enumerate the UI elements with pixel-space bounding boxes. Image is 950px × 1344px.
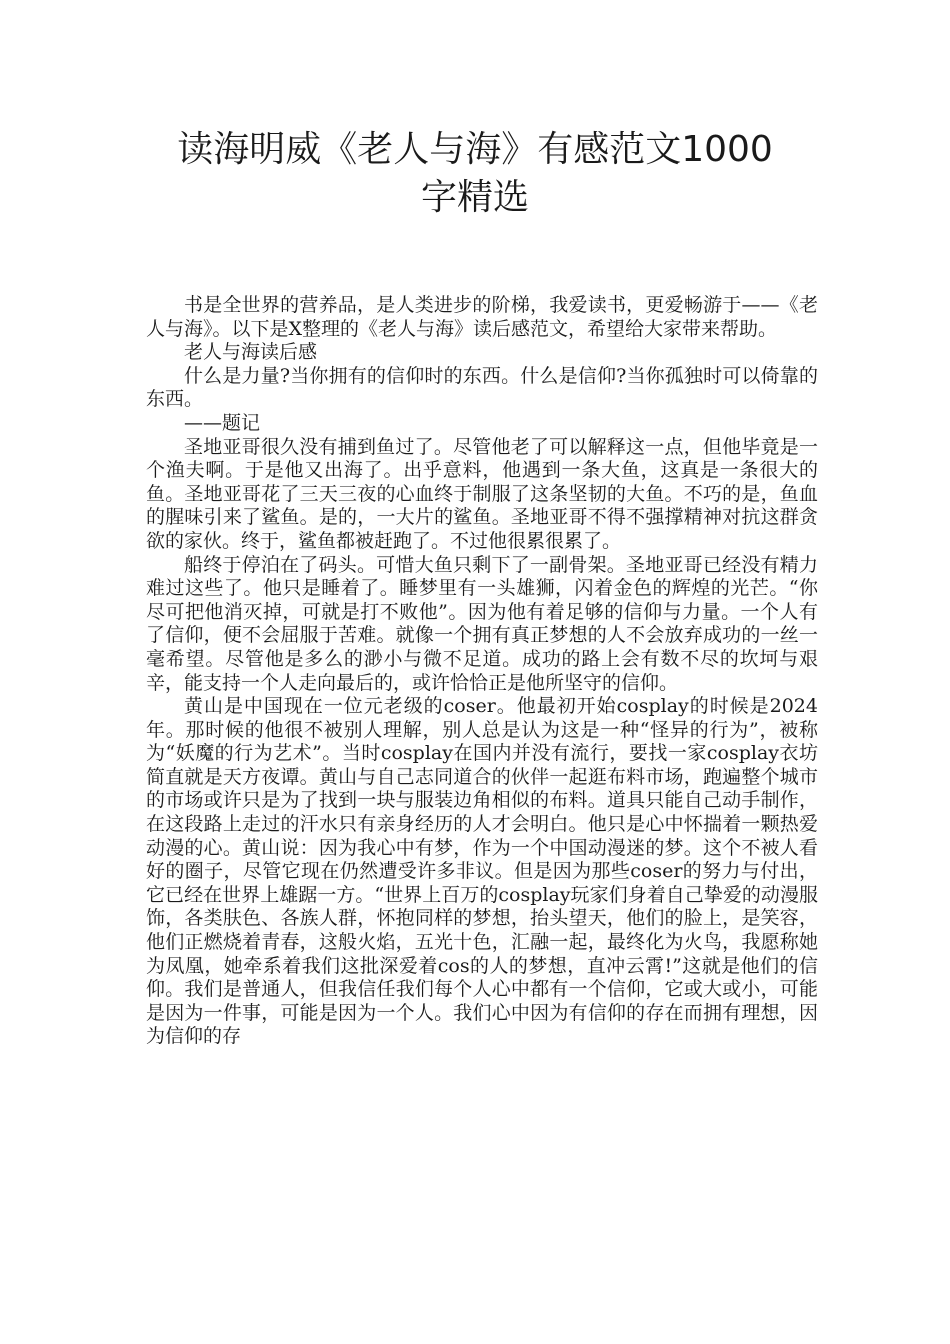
paragraph: 圣地亚哥很久没有捕到鱼过了。尽管他老了可以解释这一点，但他毕竟是一个渔夫啊。于是他又出海了。出乎意料，他遇到一条大鱼，这真是一条很大的鱼。圣地亚哥花了三天三夜的心血终于制服了这条坚韧的大鱼。不巧的是，鱼血的腥味引来了鲨鱼。是的，一大片的鲨鱼。圣地亚哥不得不强撑精神对抗这群贪欲的家伙。终于，鲨鱼都被赶跑了。不过他很累很累了。 (146, 435, 818, 552)
section-heading: 老人与海读后感 (184, 341, 318, 364)
epigraph-attribution: ——题记 (184, 411, 261, 434)
paragraph-intro: 书是全世界的营养品，是人类进步的阶梯，我爱读书，更爱畅游于——《老人与海》。以下是X整理的《老人与海》读后感范文，希望给大家带来帮助。 (146, 294, 818, 340)
epigraph: 什么是力量?当你拥有的信仰时的东西。什么是信仰?当你孤独时可以倚靠的东西。 (146, 364, 818, 411)
document-title (120, 126, 830, 222)
title-line-1: 读海明威《老人与海》有感范文1000 (177, 129, 773, 170)
title-line-2: 字精选 (420, 177, 529, 218)
document-body (146, 294, 818, 1049)
paragraph: 黄山是中国现在一位元老级的coser。他最初开始cosplay的时候是2024年。那时候的他很不被别人理解，别人总是认为这是一种“怪异的行为”，被称为“妖魔的行为艺术”。当时cosplay在国内并没有流行，要找一家cosplay衣坊简直就是天方夜谭。黄山与自己志同道合的伙伴一起逛布料市场，跑遍整个城市的市场或许只是为了找到一块与服装边角相似的布料。道具只能自己动手制作，在这段路上走过的汗水只有亲身经历的人才会明白。他只是心中怀揣着一颗热爱动漫的心。黄山说：因为我心中有梦，作为一个中国动漫迷的梦。这个不被人看好的圈子，尽管它现在仍然遭受许多非议。但是因为那些coser的努力与付出，它已经在世界上雄踞一方。“世界上百万的cosplay玩家们身着自己挚爱的动漫服饰，各类肤色、各族人群，怀抱同样的梦想，抬头望天，他们的脸上，是笑容，他们正燃烧着青春，这般火焰，五光十色，汇融一起，最终化为火鸟，我愿称她为凤凰，她牵系着我们这批深爱着cos的人的梦想，直冲云霄!”这就是他们的信仰。我们是普通人，但我信任我们每个人心中都有一个信仰，它或大或小，可能是因为一件事，可能是因为一个人。我们心中因为有信仰的存在而拥有理想，因为信仰的存 (146, 695, 818, 1048)
paragraph: 船终于停泊在了码头。可惜大鱼只剩下了一副骨架。圣地亚哥已经没有精力难过这些了。他只是睡着了。睡梦里有一头雄狮，闪着金色的辉煌的光芒。“你尽可把他消灭掉，可就是打不败他”。因为他有着足够的信仰与力量。一个人有了信仰，便不会屈服于苦难。就像一个拥有真正梦想的人不会放弃成功的一丝一毫希望。尽管他是多么的渺小与微不足道。成功的路上会有数不尽的坎坷与艰辛，能支持一个人走向最后的，或许恰恰正是他所坚守的信仰。 (146, 553, 818, 694)
